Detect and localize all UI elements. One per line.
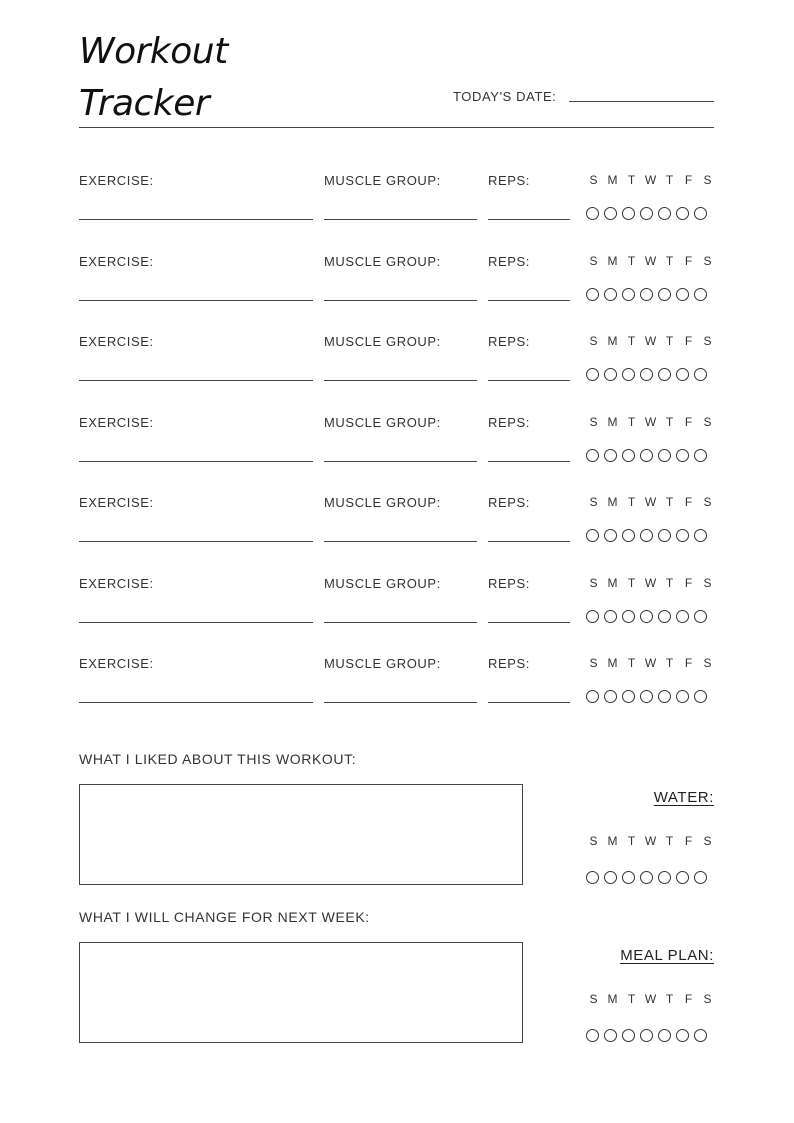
row-day-label: S: [589, 656, 598, 670]
exercise-label: EXERCISE:: [79, 415, 154, 430]
row-day-checkbox[interactable]: [694, 690, 707, 703]
exercise-field[interactable]: [79, 622, 313, 623]
row-day-checkbox[interactable]: [622, 610, 635, 623]
muscle-group-field[interactable]: [324, 300, 477, 301]
row-day-checkbox[interactable]: [604, 690, 617, 703]
water-day-labels: [584, 835, 717, 847]
row-day-checkbox[interactable]: [658, 449, 671, 462]
row-day-checkbox[interactable]: [676, 690, 689, 703]
water-heading: WATER:: [653, 789, 714, 806]
row-day-checkbox[interactable]: [604, 288, 617, 301]
reps-label: REPS:: [488, 334, 531, 349]
row-day-label: S: [589, 173, 598, 187]
water-day-label: M: [607, 834, 618, 848]
meal-plan-day-checkbox[interactable]: [658, 1029, 671, 1042]
muscle-group-field[interactable]: [324, 461, 477, 462]
exercise-label: EXERCISE:: [79, 495, 154, 510]
row-day-circles: [586, 288, 712, 301]
exercise-field[interactable]: [79, 380, 313, 381]
row-day-label: F: [684, 576, 693, 590]
row-day-checkbox[interactable]: [604, 610, 617, 623]
row-day-label: T: [627, 576, 636, 590]
row-day-checkbox[interactable]: [586, 368, 599, 381]
row-day-checkbox[interactable]: [622, 529, 635, 542]
reps-field[interactable]: [488, 461, 570, 462]
row-day-checkbox[interactable]: [694, 449, 707, 462]
meal-plan-day-checkbox[interactable]: [676, 1029, 689, 1042]
muscle-group-field[interactable]: [324, 622, 477, 623]
row-day-label: M: [607, 173, 618, 187]
row-day-label: W: [644, 656, 657, 670]
liked-notes-box[interactable]: [79, 784, 523, 885]
meal-plan-day-checkbox[interactable]: [694, 1029, 707, 1042]
row-day-label: S: [703, 173, 712, 187]
row-day-label: T: [665, 415, 674, 429]
muscle-group-field[interactable]: [324, 219, 477, 220]
row-day-checkbox[interactable]: [586, 529, 599, 542]
row-day-label: S: [703, 656, 712, 670]
row-day-label: T: [665, 254, 674, 268]
title-line-1: Workout: [79, 31, 228, 72]
row-day-checkbox[interactable]: [604, 368, 617, 381]
row-day-label: T: [665, 495, 674, 509]
row-day-label: S: [589, 576, 598, 590]
exercise-label: EXERCISE:: [79, 576, 154, 591]
row-day-checkbox[interactable]: [694, 368, 707, 381]
muscle-group-label: MUSCLE GROUP:: [324, 576, 441, 591]
row-day-checkbox[interactable]: [640, 610, 653, 623]
row-day-checkbox[interactable]: [694, 207, 707, 220]
row-day-checkbox[interactable]: [640, 288, 653, 301]
water-day-checkbox[interactable]: [586, 871, 599, 884]
row-day-checkbox[interactable]: [604, 207, 617, 220]
row-day-circles: [586, 529, 712, 542]
exercise-label: EXERCISE:: [79, 656, 154, 671]
row-day-checkbox[interactable]: [658, 207, 671, 220]
row-day-label: F: [684, 656, 693, 670]
row-day-label: M: [607, 415, 618, 429]
row-day-label: W: [644, 334, 657, 348]
todays-date-label: TODAY'S DATE:: [453, 89, 557, 104]
row-day-checkbox[interactable]: [694, 610, 707, 623]
row-day-label: S: [589, 334, 598, 348]
row-day-label: M: [607, 495, 618, 509]
row-day-checkbox[interactable]: [640, 529, 653, 542]
water-day-label: S: [703, 834, 712, 848]
meal-plan-day-label: T: [665, 992, 674, 1006]
reps-label: REPS:: [488, 254, 531, 269]
exercise-field[interactable]: [79, 300, 313, 301]
row-day-label: M: [607, 254, 618, 268]
row-day-checkbox[interactable]: [676, 288, 689, 301]
row-day-label: T: [665, 334, 674, 348]
row-day-checkbox[interactable]: [694, 288, 707, 301]
title-line-2: Tracker: [79, 83, 210, 124]
exercise-label: EXERCISE:: [79, 334, 154, 349]
row-day-checkbox[interactable]: [658, 368, 671, 381]
row-day-label: S: [589, 254, 598, 268]
reps-field[interactable]: [488, 702, 570, 703]
meal-plan-day-checkbox[interactable]: [604, 1029, 617, 1042]
todays-date-field[interactable]: [569, 101, 714, 102]
row-day-label: W: [644, 495, 657, 509]
row-day-label: F: [684, 173, 693, 187]
reps-label: REPS:: [488, 495, 531, 510]
row-day-label: W: [644, 173, 657, 187]
row-day-checkbox[interactable]: [586, 610, 599, 623]
row-day-checkbox[interactable]: [640, 207, 653, 220]
meal-plan-day-checkbox[interactable]: [586, 1029, 599, 1042]
muscle-group-label: MUSCLE GROUP:: [324, 415, 441, 430]
row-day-checkbox[interactable]: [622, 288, 635, 301]
row-day-label: S: [589, 495, 598, 509]
row-day-circles: [586, 368, 712, 381]
row-day-checkbox[interactable]: [658, 529, 671, 542]
exercise-field[interactable]: [79, 702, 313, 703]
water-day-label: W: [644, 834, 657, 848]
exercise-label: EXERCISE:: [79, 254, 154, 269]
meal-plan-heading: MEAL PLAN:: [620, 947, 714, 964]
reps-label: REPS:: [488, 576, 531, 591]
row-day-circles: [586, 690, 712, 703]
reps-field[interactable]: [488, 300, 570, 301]
row-day-labels: [584, 174, 717, 186]
row-day-checkbox[interactable]: [658, 288, 671, 301]
muscle-group-label: MUSCLE GROUP:: [324, 495, 441, 510]
row-day-circles: [586, 449, 712, 462]
water-day-circles: [586, 871, 712, 884]
row-day-checkbox[interactable]: [622, 690, 635, 703]
meal-plan-day-label: W: [644, 992, 657, 1006]
row-day-checkbox[interactable]: [604, 449, 617, 462]
reps-field[interactable]: [488, 622, 570, 623]
row-day-checkbox[interactable]: [640, 368, 653, 381]
row-day-checkbox[interactable]: [694, 529, 707, 542]
row-day-labels: [584, 577, 717, 589]
row-day-label: M: [607, 656, 618, 670]
row-day-label: T: [627, 415, 636, 429]
row-day-checkbox[interactable]: [640, 449, 653, 462]
row-day-checkbox[interactable]: [640, 690, 653, 703]
row-day-checkbox[interactable]: [622, 368, 635, 381]
change-notes-box[interactable]: [79, 942, 523, 1043]
water-day-label: F: [684, 834, 693, 848]
row-day-checkbox[interactable]: [586, 449, 599, 462]
water-day-checkbox[interactable]: [694, 871, 707, 884]
water-day-checkbox[interactable]: [676, 871, 689, 884]
row-day-labels: [584, 496, 717, 508]
muscle-group-label: MUSCLE GROUP:: [324, 334, 441, 349]
row-day-label: T: [627, 254, 636, 268]
water-day-label: T: [665, 834, 674, 848]
muscle-group-field[interactable]: [324, 702, 477, 703]
exercise-field[interactable]: [79, 461, 313, 462]
reps-label: REPS:: [488, 415, 531, 430]
row-day-label: S: [589, 415, 598, 429]
meal-plan-day-labels: [584, 993, 717, 1005]
exercise-field[interactable]: [79, 219, 313, 220]
row-day-checkbox[interactable]: [586, 288, 599, 301]
row-day-checkbox[interactable]: [586, 207, 599, 220]
meal-plan-day-checkbox[interactable]: [640, 1029, 653, 1042]
row-day-labels: [584, 335, 717, 347]
row-day-labels: [584, 416, 717, 428]
row-day-label: W: [644, 254, 657, 268]
row-day-label: F: [684, 415, 693, 429]
row-day-checkbox[interactable]: [622, 449, 635, 462]
row-day-checkbox[interactable]: [676, 207, 689, 220]
water-day-checkbox[interactable]: [658, 871, 671, 884]
reps-field[interactable]: [488, 541, 570, 542]
water-day-checkbox[interactable]: [640, 871, 653, 884]
water-day-checkbox[interactable]: [622, 871, 635, 884]
row-day-label: S: [703, 415, 712, 429]
row-day-checkbox[interactable]: [676, 449, 689, 462]
liked-label: WHAT I LIKED ABOUT THIS WORKOUT:: [79, 751, 357, 767]
row-day-checkbox[interactable]: [622, 207, 635, 220]
row-day-label: F: [684, 495, 693, 509]
water-day-label: S: [589, 834, 598, 848]
muscle-group-label: MUSCLE GROUP:: [324, 173, 441, 188]
row-day-label: T: [665, 656, 674, 670]
muscle-group-field[interactable]: [324, 380, 477, 381]
row-day-checkbox[interactable]: [658, 690, 671, 703]
meal-plan-day-label: S: [703, 992, 712, 1006]
reps-field[interactable]: [488, 380, 570, 381]
meal-plan-day-label: T: [627, 992, 636, 1006]
reps-label: REPS:: [488, 656, 531, 671]
meal-plan-day-circles: [586, 1029, 712, 1042]
row-day-label: F: [684, 334, 693, 348]
row-day-label: S: [703, 334, 712, 348]
row-day-label: T: [665, 173, 674, 187]
muscle-group-label: MUSCLE GROUP:: [324, 656, 441, 671]
row-day-label: F: [684, 254, 693, 268]
row-day-label: S: [703, 254, 712, 268]
muscle-group-label: MUSCLE GROUP:: [324, 254, 441, 269]
row-day-label: T: [627, 495, 636, 509]
row-day-circles: [586, 207, 712, 220]
header-divider: [79, 127, 714, 128]
row-day-label: T: [627, 334, 636, 348]
row-day-labels: [584, 657, 717, 669]
row-day-circles: [586, 610, 712, 623]
row-day-label: W: [644, 415, 657, 429]
row-day-label: T: [627, 656, 636, 670]
muscle-group-field[interactable]: [324, 541, 477, 542]
reps-label: REPS:: [488, 173, 531, 188]
row-day-label: W: [644, 576, 657, 590]
row-day-checkbox[interactable]: [676, 610, 689, 623]
row-day-label: T: [665, 576, 674, 590]
row-day-label: T: [627, 173, 636, 187]
change-label: WHAT I WILL CHANGE FOR NEXT WEEK:: [79, 909, 370, 925]
exercise-field[interactable]: [79, 541, 313, 542]
row-day-checkbox[interactable]: [676, 529, 689, 542]
row-day-label: S: [703, 576, 712, 590]
reps-field[interactable]: [488, 219, 570, 220]
exercise-label: EXERCISE:: [79, 173, 154, 188]
meal-plan-day-label: F: [684, 992, 693, 1006]
water-day-label: T: [627, 834, 636, 848]
row-day-checkbox[interactable]: [604, 529, 617, 542]
row-day-labels: [584, 255, 717, 267]
water-day-checkbox[interactable]: [604, 871, 617, 884]
row-day-label: S: [703, 495, 712, 509]
row-day-label: M: [607, 334, 618, 348]
meal-plan-day-label: S: [589, 992, 598, 1006]
meal-plan-day-label: M: [607, 992, 618, 1006]
meal-plan-day-checkbox[interactable]: [622, 1029, 635, 1042]
row-day-label: M: [607, 576, 618, 590]
row-day-checkbox[interactable]: [586, 690, 599, 703]
row-day-checkbox[interactable]: [676, 368, 689, 381]
row-day-checkbox[interactable]: [658, 610, 671, 623]
